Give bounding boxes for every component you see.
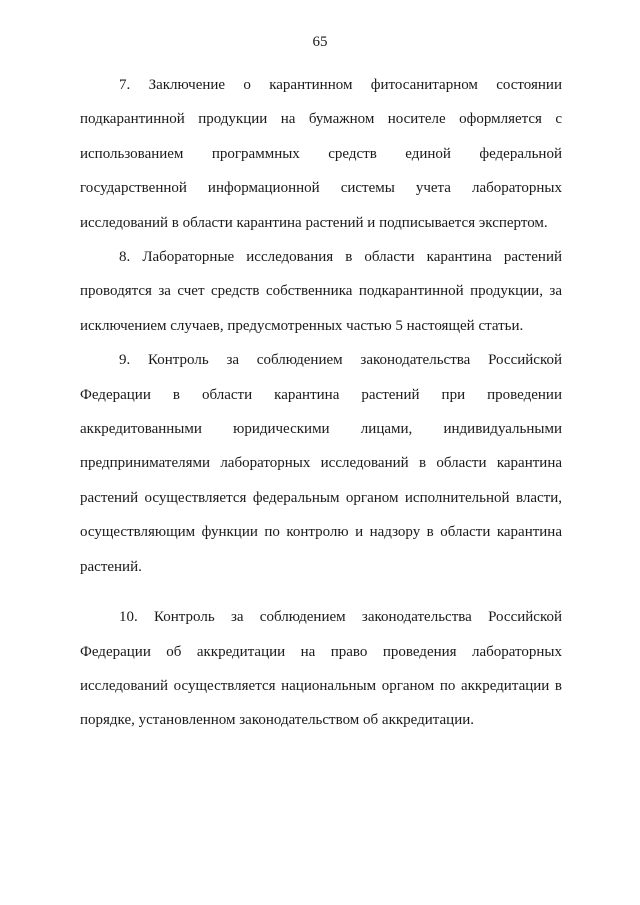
paragraph-7: 7. Заключение о карантинном фитосанитарном состоянии подкарантинной продукции на бумажном носителе оформляется с использованием программных средств единой федеральной государственной информационной системы учета лабораторных исследований в области карантина растений и подписывается экспертом. [80,77,562,231]
page-number: 65 [312,34,328,50]
document-body [80,68,562,738]
paragraph-8: 8. Лабораторные исследования в области карантина растений проводятся за счет средств собственника подкарантинной продукции, за исключением случаев, предусмотренных частью 5 настоящей статьи. [80,249,562,334]
paragraph-9: 9. Контроль за соблюдением законодательства Российской Федерации в области карантина растений при проведении аккредитованными юридическими лицами, индивидуальными предпринимателями лабораторных исследований в области карантина растений осуществляется федеральным органом исполнительной власти, осуществляющим функции по контролю и надзору в области карантина растений. [80,352,562,575]
paragraph-10: 10. Контроль за соблюдением законодательства Российской Федерации об аккредитации на право проведения лабораторных исследований осуществляется национальным органом по аккредитации в порядке, установленном законодательством об аккредитации. [80,609,562,729]
